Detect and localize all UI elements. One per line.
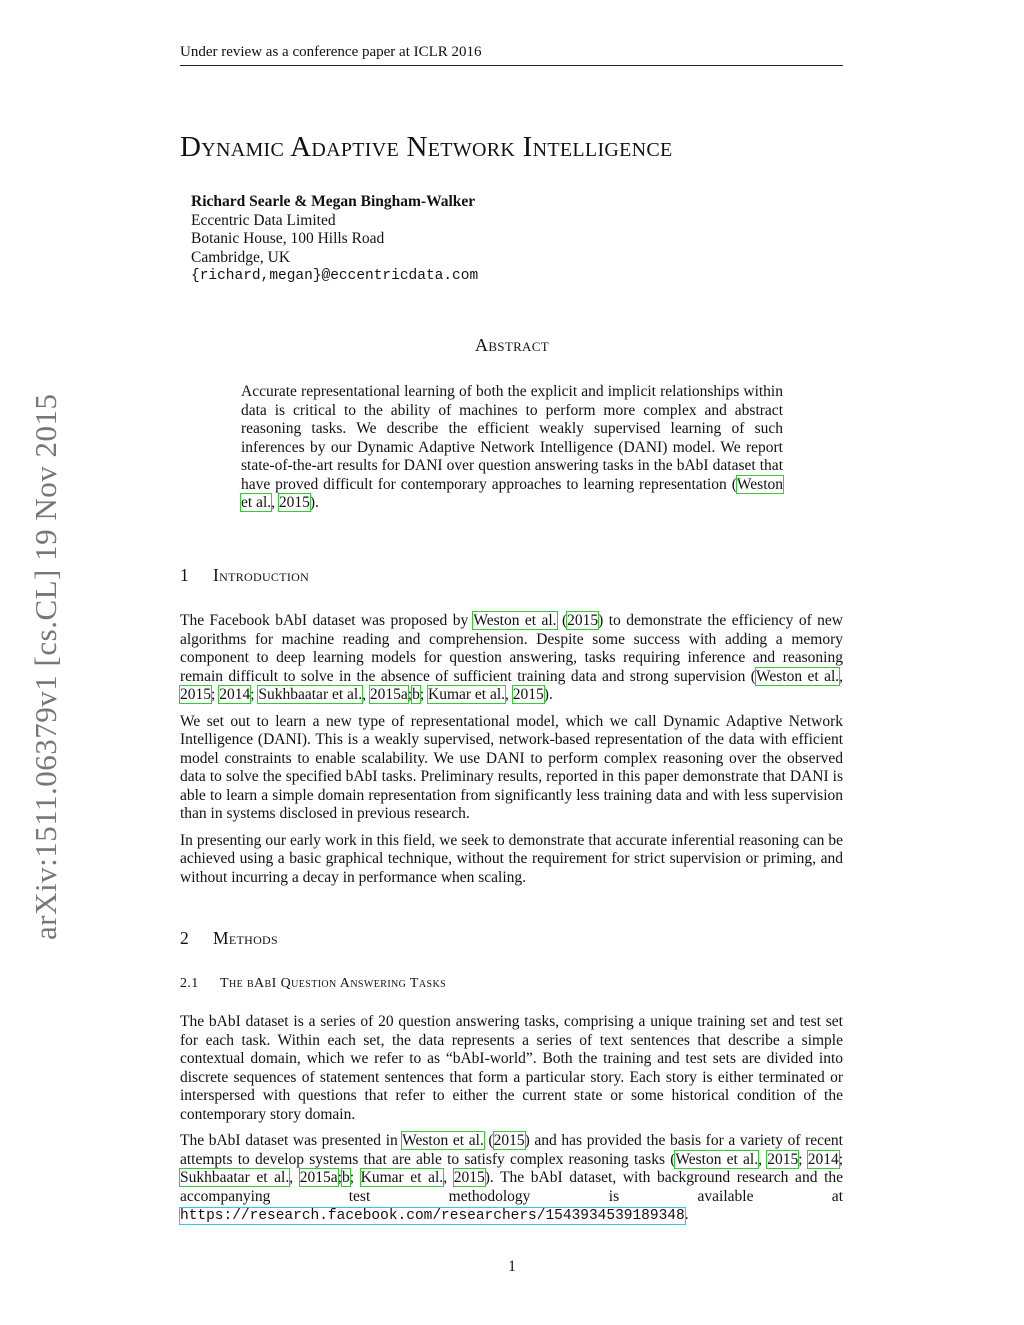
abstract-body: Accurate representational learning of both the explicit and implicit relationships within data is critical to the ability of machines to perform more complex and abstract reasoning tasks. We describe the efficient weakly supervised learning of such inferences by our Dynamic Adaptive Network Intelligence (DANI) model. We report state-of-the-art results for DANI over question answering tasks in the bAbI dataset that have proved difficult for contemporary approaches to learning representation ( <box>241 383 783 493</box>
citation-link[interactable]: 2015 <box>512 686 544 703</box>
citation-link[interactable]: 2015a <box>299 1169 338 1186</box>
section-number: 1 <box>180 565 190 585</box>
citation-link[interactable]: 2015a <box>369 686 408 703</box>
citation-link[interactable]: 2015 <box>767 1150 799 1168</box>
page-number: 1 <box>508 1258 516 1275</box>
section-number: 2 <box>180 928 190 948</box>
intro-paragraph-2: We set out to learn a new type of representational model, which we call Dynamic Adaptive Network Intelligence (DANI). This is a weakly supervised, network-based representation of the data with efficient model constraints to enable scalability. We use DANI to perform complex reasoning over the observed data to solve the specified bAbI tasks. Preliminary results, reported in this paper demonstrate that DANI is able to learn a simple domain representation from significantly less training data and with less supervision than in systems disclosed in previous research. <box>180 712 843 822</box>
running-header: Under review as a conference paper at ICLR 2016 <box>180 44 843 66</box>
citation-link[interactable]: b <box>341 1169 350 1186</box>
citation-link[interactable]: 2014 <box>807 1150 839 1168</box>
intro-paragraph-3: In presenting our early work in this field, we seek to demonstrate that accurate inferential reasoning can be achieved using a basic graphical technique, without the requirement for strict supervision or priming, and without incurring a decay in performance when scaling. <box>180 831 843 886</box>
citation-link[interactable]: 2014 <box>219 686 251 703</box>
abstract-text: Accurate representational learning of both the explicit and implicit relationships within data is critical to the ability of machines to perform more complex and abstract reasoning tasks. We describe the efficient weakly supervised learning of such inferences by our Dynamic Adaptive Network Intelligence (DANI) model. We report state-of-the-art results for DANI over question answering tasks in the bAbI dataset that have proved difficult for contemporary approaches to learning representation (Weston et al., 2015). <box>241 383 783 511</box>
citation-link[interactable]: Kumar et al. <box>428 686 506 703</box>
subsection-title: The bAbI Question Answering Tasks <box>220 976 447 991</box>
intro-paragraph-1: The Facebook bAbI dataset was proposed by Weston et al. (2015) to demonstrate the efficiency of new algorithms for machine reading and comprehension. Despite some success with adding a memory component to deep learning models for question answering, tasks requiring inference and reasoning remain difficult to solve in the absence of sufficient training data and strong supervision (Weston et al., 2015; 2014; Sukhbaatar et al., 2015a;b; Kumar et al., 2015). <box>180 612 844 703</box>
citation-link[interactable]: 2015 <box>493 1132 525 1149</box>
citation-link[interactable]: Weston et al. <box>241 475 783 511</box>
section-title: Methods <box>213 928 278 948</box>
introduction-body <box>180 612 843 895</box>
methods-body <box>180 1013 843 1234</box>
section-heading-methods <box>180 928 278 949</box>
author-block <box>191 193 478 286</box>
author-address-line2: Cambridge, UK <box>191 248 291 266</box>
dataset-url-link[interactable]: https://research.facebook.com/researchers/1543934539189348 <box>180 1208 685 1224</box>
section-title: Introduction <box>213 565 310 585</box>
citation-link[interactable]: Weston et al. <box>675 1150 759 1168</box>
subsection-number: 2.1 <box>180 976 199 991</box>
author-affiliation: Eccentric Data Limited <box>191 211 336 229</box>
author-email: {richard,megan}@eccentricdata.com <box>191 268 479 284</box>
subsection-heading-babi <box>180 976 446 992</box>
methods-paragraph-1: The bAbI dataset is a series of 20 question answering tasks, comprising a unique training set and test set for each task. Within each set, the data represents a series of text sentences that describe a simple contextual domain, which we refer to as “bAbI-world”. Both the training and test sets are divided into discrete sequences of statement sentences that form a particular story. Each story is either terminated or interspersed with questions that refer to either the current state or some historical condition of the contemporary story domain. <box>180 1013 843 1123</box>
abstract-heading: Abstract <box>475 335 549 355</box>
paper-title: Dynamic Adaptive Network Intelligence <box>180 131 673 163</box>
citation-link[interactable]: Kumar et al. <box>360 1169 444 1186</box>
author-address-line1: Botanic House, 100 Hills Road <box>191 230 385 247</box>
citation-link[interactable]: 2015 <box>453 1169 485 1186</box>
citation-link[interactable]: Weston et al. <box>402 1132 484 1149</box>
citation-link[interactable]: Sukhbaatar et al. <box>180 1169 290 1186</box>
methods-paragraph-2: The bAbI dataset was presented in Weston et al. (2015) and has provided the basis for a variety of recent attempts to develop systems that are able to satisfy complex reasoning tasks (Weston et al., 2015; 2014; Sukhbaatar et al., 2015a;b; Kumar et al., 2015). The bAbI dataset, with background research and the accompanying test methodology is available at https://research.facebook.com/researchers/1543934539189348. <box>180 1132 844 1224</box>
citation-link[interactable]: 2015 <box>180 686 211 703</box>
citation-link[interactable]: Weston et al. <box>755 667 840 685</box>
citation-link[interactable]: b <box>412 686 420 703</box>
citation-link[interactable]: Sukhbaatar et al. <box>258 686 363 703</box>
citation-link[interactable]: 2015 <box>567 612 599 629</box>
arxiv-stamp: arXiv:1511.06379v1 [cs.CL] 19 Nov 2015 <box>28 393 63 940</box>
section-heading-introduction <box>180 565 309 586</box>
author-names: Richard Searle & Megan Bingham-Walker <box>191 193 476 210</box>
citation-link[interactable]: Weston et al. <box>473 612 557 629</box>
citation-link[interactable]: 2015 <box>278 494 310 511</box>
